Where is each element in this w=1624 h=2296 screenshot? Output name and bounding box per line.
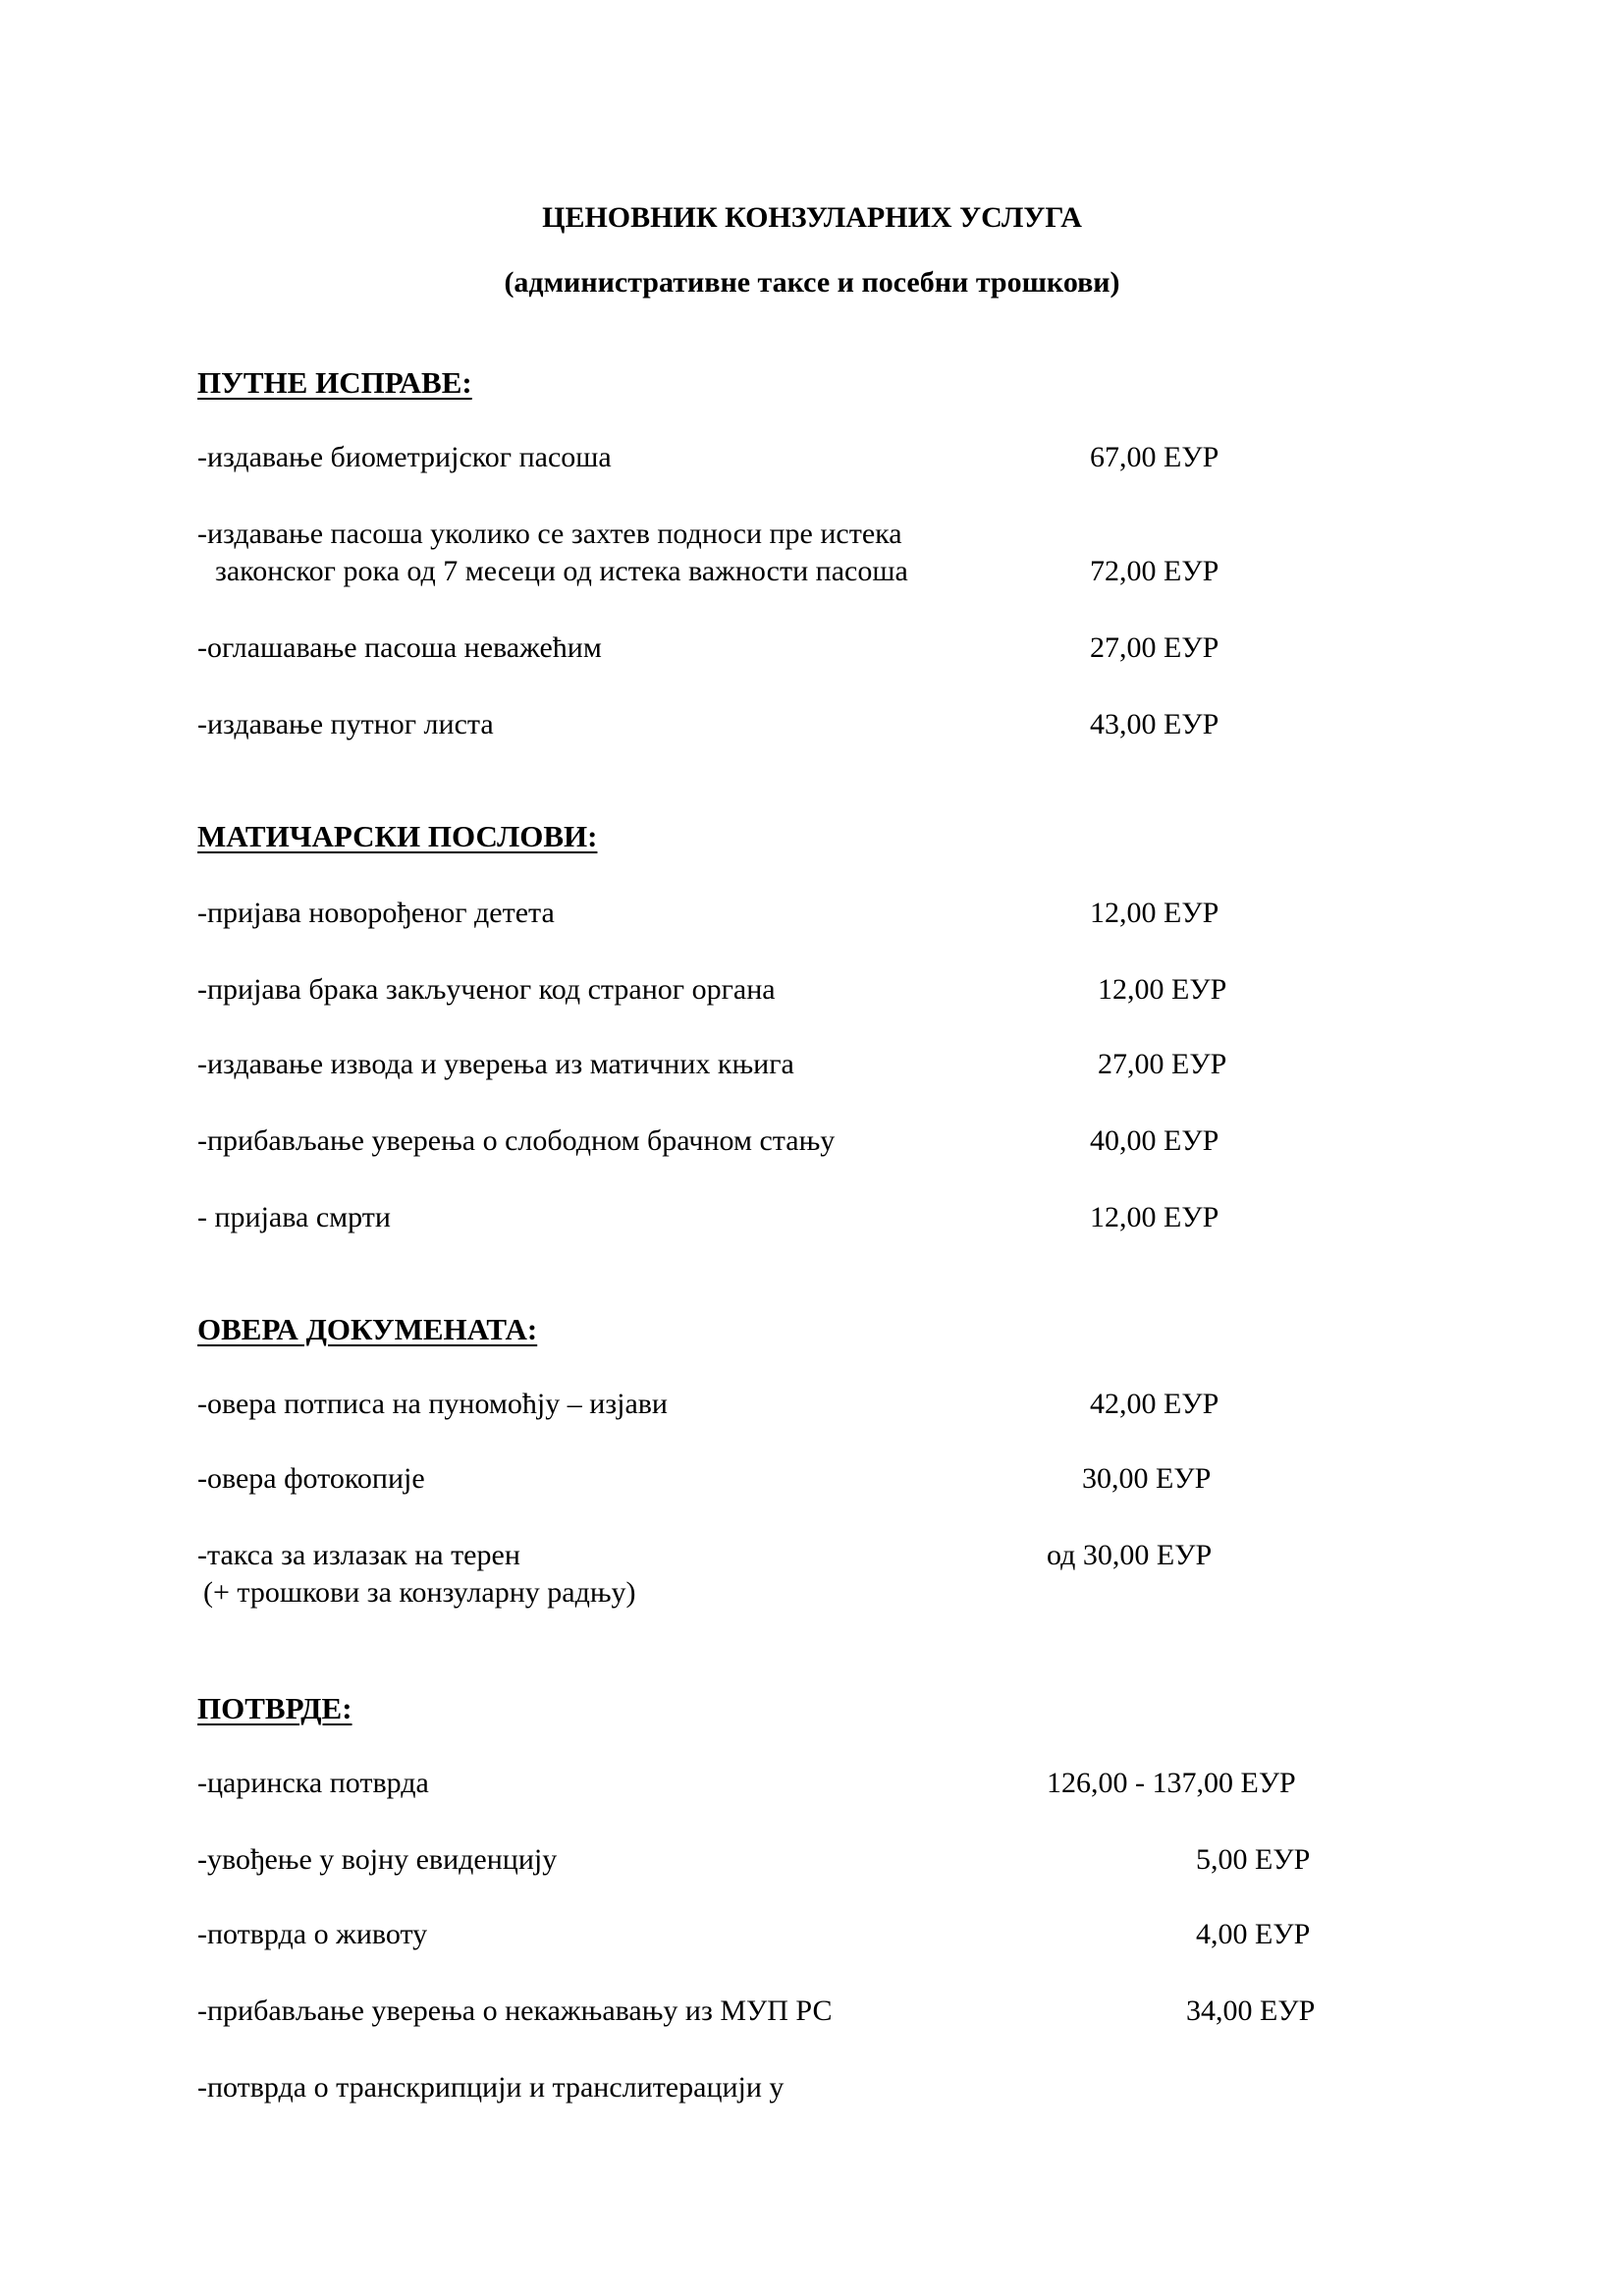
- fee-item-price: 12,00 ЕУР: [1090, 1201, 1219, 1233]
- fee-item-label: -пријава новорођеног детета: [197, 897, 555, 929]
- fee-item-price: 67,00 ЕУР: [1090, 441, 1219, 473]
- fee-item-label: -царинска потврда: [197, 1767, 429, 1799]
- fee-item-price: 4,00 ЕУР: [1196, 1918, 1311, 1950]
- section-heading-civil-registry: МАТИЧАРСКИ ПОСЛОВИ:: [197, 819, 598, 853]
- fee-item-label: -увођење у војну евиденцију: [197, 1843, 558, 1876]
- document-title: ЦЕНОВНИК КОНЗУЛАРНИХ УСЛУГА: [542, 201, 1082, 234]
- fee-item-label: -издавање пасоша уколико се захтев подноси пре истека: [197, 518, 902, 550]
- fee-item-price: 5,00 ЕУР: [1196, 1843, 1311, 1876]
- fee-item-price: 27,00 ЕУР: [1098, 1048, 1227, 1080]
- fee-item-label: - пријава смрти: [197, 1201, 391, 1233]
- fee-item-label: -издавање путног листа: [197, 708, 494, 740]
- fee-item-label: -пријава брака закљученог код страног органа: [197, 973, 776, 1006]
- fee-item-label: -потврда о транскрипцији и транслитерацији у: [197, 2071, 785, 2104]
- fee-item-price: 30,00 ЕУР: [1082, 1462, 1212, 1495]
- document-subtitle: (административне таксе и посебни трошкови): [504, 266, 1120, 299]
- fee-item-label: -прибављање уверења о слободном брачном стању: [197, 1124, 836, 1157]
- section-heading-document-certification: ОВЕРА ДОКУМЕНАТА:: [197, 1312, 538, 1346]
- fee-item-label: -овера фотокопије: [197, 1462, 425, 1495]
- fee-item-label: -овера потписа на пуномоћју – изјави: [197, 1388, 668, 1420]
- fee-item-price: 12,00 ЕУР: [1090, 897, 1219, 929]
- fee-item-label-continued: (+ трошкови за конзуларну радњу): [203, 1576, 636, 1609]
- section-heading-certificates: ПОТВРДЕ:: [197, 1691, 352, 1725]
- fee-item-label-continued: законског рока од 7 месеци од истека важности пасоша: [215, 555, 908, 587]
- fee-item-label: -потврда о животу: [197, 1918, 428, 1950]
- fee-item-price: 12,00 ЕУР: [1098, 973, 1227, 1006]
- fee-item-price: 72,00 ЕУР: [1090, 555, 1219, 587]
- fee-item-label: -издавање извода и уверења из матичних књига: [197, 1048, 794, 1080]
- fee-item-price: 27,00 ЕУР: [1090, 631, 1219, 664]
- fee-item-price: 34,00 ЕУР: [1186, 1995, 1316, 2027]
- fee-item-price: 40,00 ЕУР: [1090, 1124, 1219, 1157]
- fee-item-label: -прибављање уверења о некажњавању из МУП РС: [197, 1995, 833, 2027]
- fee-item-price: од 30,00 ЕУР: [1047, 1539, 1213, 1571]
- section-heading-travel-documents: ПУТНЕ ИСПРАВЕ:: [197, 365, 472, 400]
- fee-item-price: 126,00 - 137,00 ЕУР: [1047, 1767, 1296, 1799]
- fee-item-price: 43,00 ЕУР: [1090, 708, 1219, 740]
- fee-item-price: 42,00 ЕУР: [1090, 1388, 1219, 1420]
- fee-item-label: -такса за излазак на терен: [197, 1539, 520, 1571]
- fee-item-label: -оглашавање пасоша неважећим: [197, 631, 602, 664]
- fee-item-label: -издавање биометријског пасоша: [197, 441, 612, 473]
